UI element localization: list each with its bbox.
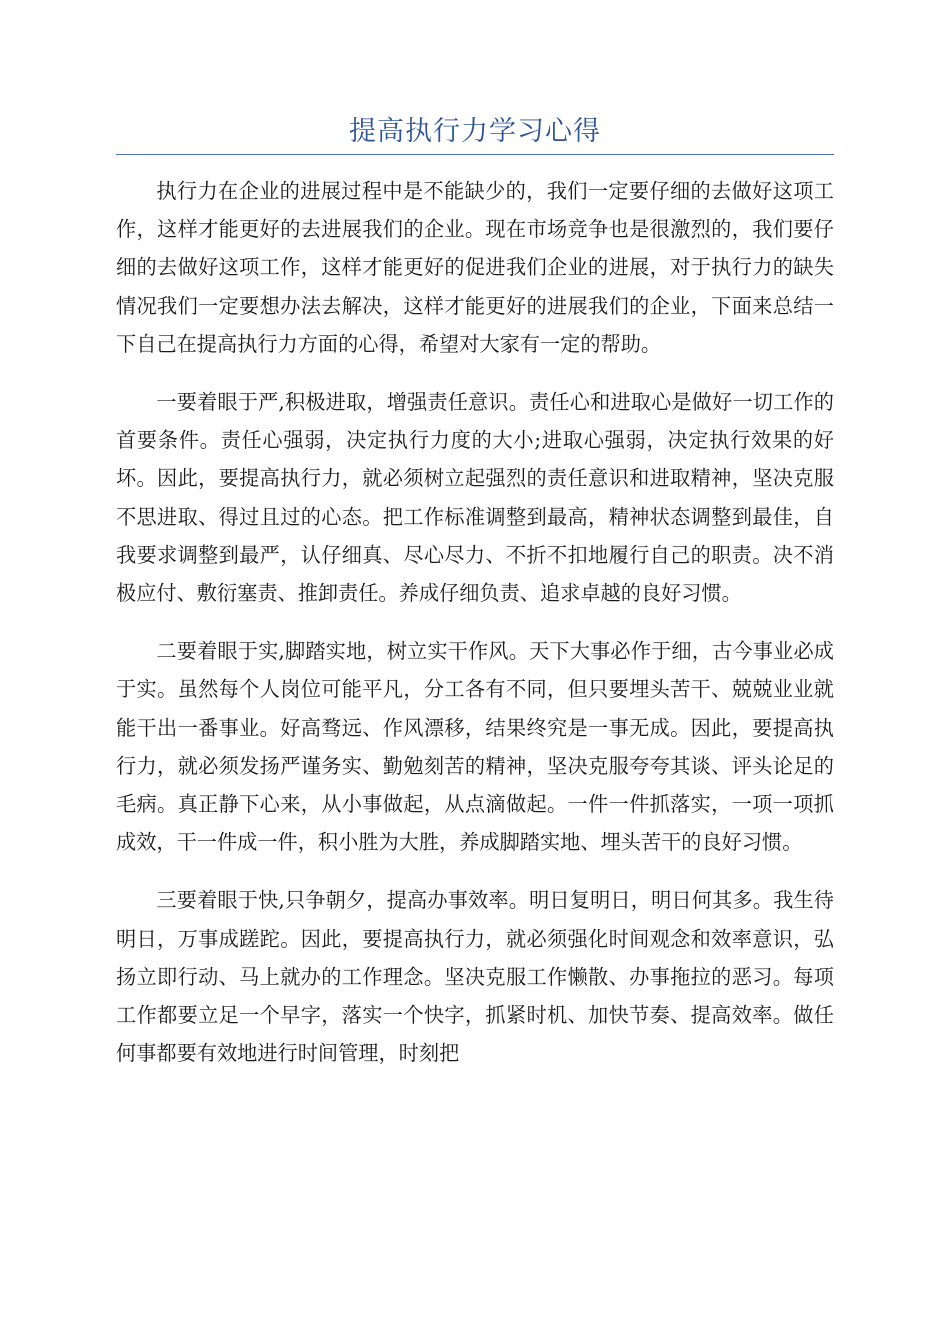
paragraph-strict: 一要着眼于严,积极进取，增强责任意识。责任心和进取心是做好一切工作的首要条件。责任心强弱，决定执行力度的大小;进取心强弱，决定执行效果的好坏。因此，要提高执行力，就必须树立起强烈的责任意识和进取精神，坚决克服不思进取、得过且过的心态。把工作标准调整到最高，精神状态调整到最佳，自我要求调整到最严，认仔细真、尽心尽力、不折不扣地履行自己的职责。决不消极应付、敷衍塞责、推卸责任。养成仔细负责、追求卓越的良好习惯。 (116, 390, 834, 606)
paragraph-intro: 执行力在企业的进展过程中是不能缺少的，我们一定要仔细的去做好这项工作，这样才能更好的去进展我们的企业。现在市场竞争也是很激烈的，我们要仔细的去做好这项工作，这样才能更好的促进我们企业的进展，对于执行力的缺失情况我们一定要想办法去解决，这样才能更好的进展我们的企业，下面来总结一下自己在提高执行力方面的心得，希望对大家有一定的帮助。 (116, 179, 834, 356)
paragraph-practical: 二要着眼于实,脚踏实地，树立实干作风。天下大事必作于细，古今事业必成于实。虽然每个人岗位可能平凡，分工各有不同，但只要埋头苦干、兢兢业业就能干出一番事业。好高骛远、作风漂移，结果终究是一事无成。因此，要提高执行力，就必须发扬严谨务实、勤勉刻苦的精神，坚决克服夸夸其谈、评头论足的毛病。真正静下心来，从小事做起，从点滴做起。一件一件抓落实，一项一项抓成效，干一件成一件，积小胜为大胜，养成脚踏实地、埋头苦干的良好习惯。 (116, 639, 834, 855)
title-underline (116, 154, 834, 155)
document-body (116, 172, 834, 1092)
paragraph-fast: 三要着眼于快,只争朝夕，提高办事效率。明日复明日，明日何其多。我生待明日，万事成蹉跎。因此，要提高执行力，就必须强化时间观念和效率意识，弘扬立即行动、马上就办的工作理念。坚决克服工作懒散、办事拖拉的恶习。每项工作都要立足一个早字，落实一个快字，抓紧时机、加快节奏、提高效率。做任何事都要有效地进行时间管理，时刻把 (116, 888, 834, 1066)
document-title: 提高执行力学习心得 (349, 116, 601, 147)
